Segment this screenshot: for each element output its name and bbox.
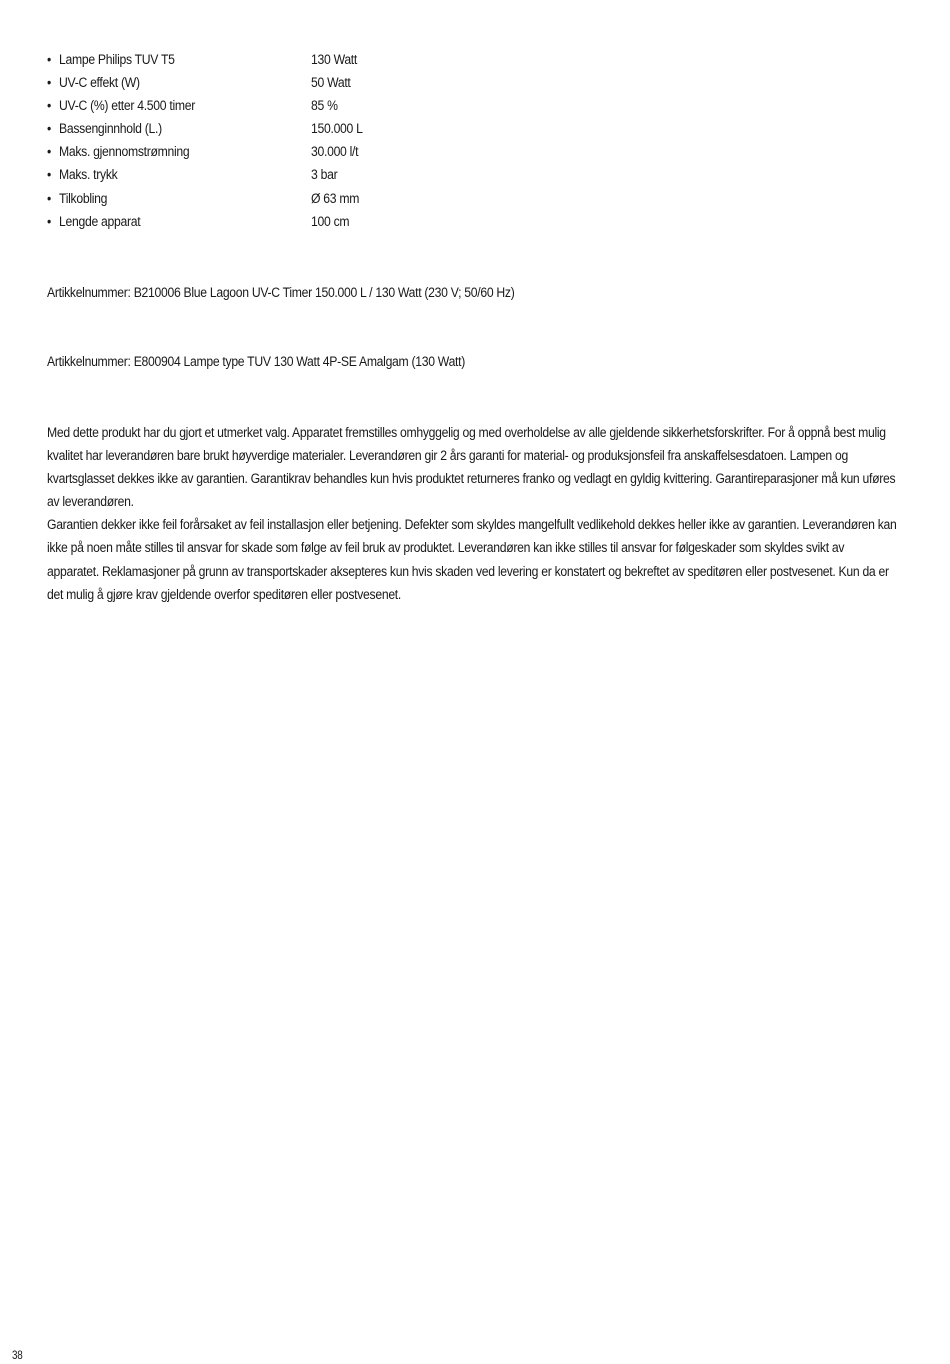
spec-label: UV-C effekt (W) xyxy=(59,75,140,92)
spec-value: 30.000 l/t xyxy=(311,144,359,161)
bullet: • xyxy=(47,213,51,230)
bullet: • xyxy=(47,52,51,68)
spec-label: Bassenginnhold (L.) xyxy=(59,121,162,138)
bullet: • xyxy=(47,121,51,138)
spec-value: Ø 63 mm xyxy=(311,190,360,207)
warranty-paragraph-1: Med dette produkt har du gjort et utmerket valg. Apparatet fremstilles omhyggelig og med overholdelse av alle gjeldende sikkerhetsforskrifter. For å oppnå best mulig kvalitet har leverandøren bare brukt høyverdige materialer. Leverandøren gir 2 års garanti for material- og produksjonsfeil fra anskaffelsesdatoen. Lampen og kvartsglasset dekkes ikke av garantien. Garantikrav behandles kun hvis produktet returneres franko og vedlagt en gyldig kvittering. Garantireparasjoner må kun uføres av leverandøren. xyxy=(47,425,896,511)
spec-row-pool-volume xyxy=(47,121,363,144)
warranty-text xyxy=(47,422,898,607)
spec-row-length xyxy=(47,214,363,237)
spec-label: Tilkobling xyxy=(59,190,108,207)
page-number: 38 xyxy=(12,1350,23,1362)
spec-row-uvc-percent xyxy=(47,98,363,121)
spec-label: UV-C (%) etter 4.500 timer xyxy=(59,98,195,115)
bullet: • xyxy=(47,167,51,184)
bullet: • xyxy=(47,98,51,115)
spec-row-uvc-effect xyxy=(47,75,363,98)
bullet: • xyxy=(47,75,51,92)
spec-row-max-pressure xyxy=(47,167,363,190)
spec-value: 3 bar xyxy=(311,167,338,184)
spec-value: 130 Watt xyxy=(311,52,357,68)
spec-row-lamp xyxy=(47,52,363,75)
spec-value: 50 Watt xyxy=(311,75,351,92)
spec-value: 150.000 L xyxy=(311,121,363,138)
spec-value: 85 % xyxy=(311,98,338,115)
bullet: • xyxy=(47,144,51,161)
spec-label: Maks. trykk xyxy=(59,167,118,184)
spec-value: 100 cm xyxy=(311,213,350,230)
article-number-device: Artikkelnummer: B210006 Blue Lagoon UV-C Timer 150.000 L / 130 Watt (230 V; 50/60 Hz) xyxy=(47,285,515,301)
spec-label: Lengde apparat xyxy=(59,213,141,230)
spec-list xyxy=(47,52,414,237)
bullet: • xyxy=(47,190,51,207)
spec-label: Lampe Philips TUV T5 xyxy=(59,52,175,68)
spec-row-max-flow xyxy=(47,144,363,167)
warranty-paragraph-2: Garantien dekker ikke feil forårsaket av feil installasjon eller betjening. Defekter som skyldes mangelfullt vedlikehold dekkes heller ikke av garantien. Leverandøren kan ikke på noen måte stilles til ansvar for skade som følge av feil bruk av produktet. Leverandøren kan ikke stilles til ansvar for følgeskader som skyldes svikt av apparatet. Reklamasjoner på grunn av transportskader aksepteres kun hvis skaden ved levering er konstatert og bekreftet av speditøren eller postvesenet. Kun da er det mulig å gjøre krav gjeldende overfor speditøren eller postvesenet. xyxy=(47,517,897,603)
article-number-lamp: Artikkelnummer: E800904 Lampe type TUV 130 Watt 4P-SE Amalgam (130 Watt) xyxy=(47,354,466,370)
spec-label: Maks. gjennomstrømning xyxy=(59,144,190,161)
spec-row-connection xyxy=(47,191,363,214)
